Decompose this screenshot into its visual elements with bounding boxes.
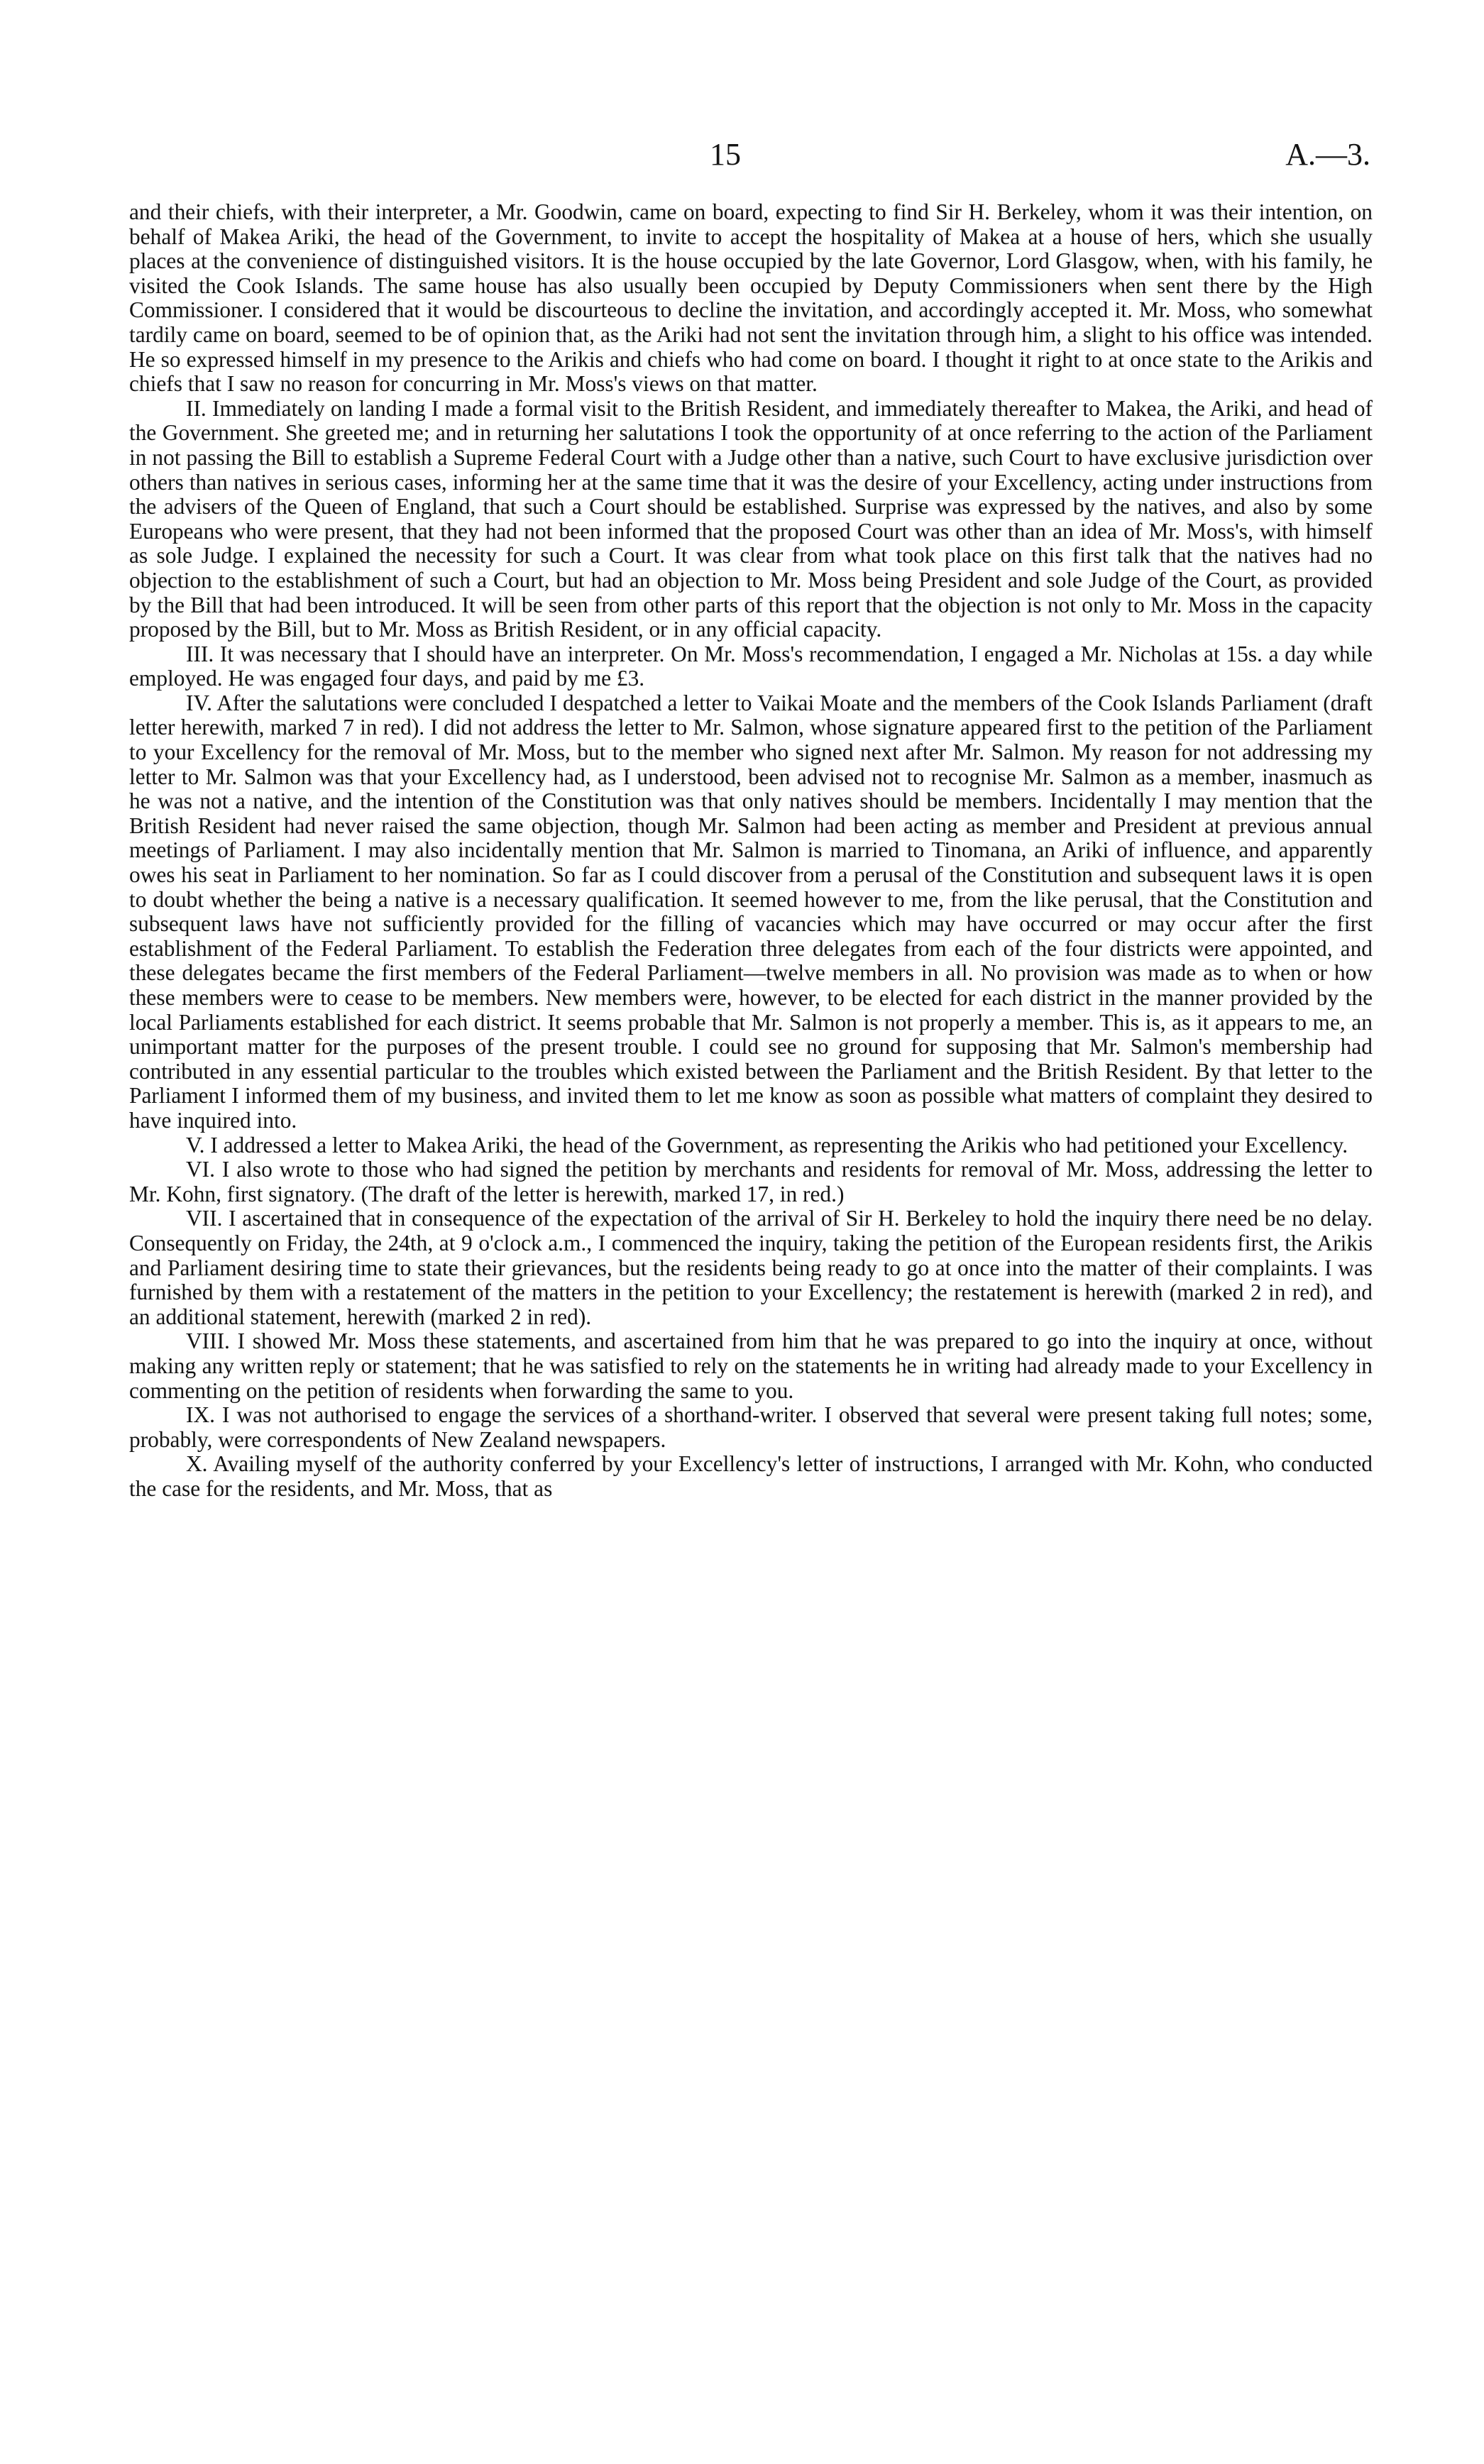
page-header bbox=[0, 133, 1484, 176]
paragraph-iii: III. It was necessary that I should have an interpreter. On Mr. Moss's recommendation, I engaged a Mr. Nicholas at 15s. a day while employed. He was engaged four days, and paid by me £3. bbox=[129, 641, 1373, 691]
paragraph-vi: VI. I also wrote to those who had signed the petition by merchants and residents for removal of Mr. Moss, addressing the letter to Mr. Kohn, first signatory. (The draft of the letter is herewith, marked 17, in red.) bbox=[129, 1157, 1373, 1206]
paragraph-continuation: and their chiefs, with their interpreter, a Mr. Goodwin, came on board, expecting to find Sir H. Berkeley, whom it was their intention, on behalf of Makea Ariki, the head of the Government, to invite to accept the hospitality of Makea at a house of hers, which she usually places at the convenience of distinguished visitors. It is the house occupied by the late Governor, Lord Glasgow, when, with his family, he visited the Cook Islands. The same house has also usually been occupied by Deputy Commissioners when sent there by the High Commissioner. I considered that it would be discourteous to decline the invitation, and accordingly accepted it. Mr. Moss, who somewhat tardily came on board, seemed to be of opinion that, as the Ariki had not sent the invitation through him, a slight to his office was intended. He so expressed himself in my presence to the Arikis and chiefs who had come on board. I thought it right to at once state to the Arikis and chiefs that I saw no reason for concurring in Mr. Moss's views on that matter. bbox=[129, 199, 1373, 397]
paragraph-vii: VII. I ascertained that in consequence of the expectation of the arrival of Sir H. Berkeley to hold the inquiry there need be no delay. Consequently on Friday, the 24th, at 9 o'clock a.m., I commenced the inquiry, taking the petition of the European residents first, the Arikis and Parliament desiring time to state their grievances, but the residents being ready to go at once into the matter of their complaints. I was furnished by them with a restatement of the matters in the petition to your Excellency; the restatement is herewith (marked 2 in red), and an additional statement, herewith (marked 2 in red). bbox=[129, 1206, 1373, 1329]
paper-reference: A.—3. bbox=[1285, 137, 1370, 172]
paragraph-viii: VIII. I showed Mr. Moss these statements, and ascertained from him that he was prepared to go into the inquiry at once, without making any written reply or statement; that he was satisfied to rely on the statements he in writing had already made to your Excellency in commenting on the petition of residents when forwarding the same to you. bbox=[129, 1329, 1373, 1403]
paragraph-ix: IX. I was not authorised to engage the services of a shorthand-writer. I observed that several were present taking full notes; some, probably, were correspondents of New Zealand newspapers. bbox=[129, 1402, 1373, 1452]
paragraph-x: X. Availing myself of the authority conferred by your Excellency's letter of instructions, I arranged with Mr. Kohn, who conducted the case for the residents, and Mr. Moss, that as bbox=[129, 1451, 1373, 1501]
report-body bbox=[129, 200, 1373, 1501]
paragraph-v: V. I addressed a letter to Makea Ariki, the head of the Government, as representing the Arikis who had petitioned your Excellency. bbox=[186, 1132, 1348, 1157]
page-number: 15 bbox=[710, 137, 741, 172]
paragraph-iv: IV. After the salutations were concluded I despatched a letter to Vaikai Moate and the members of the Cook Islands Parliament (draft letter herewith, marked 7 in red). I did not address the letter to Mr. Salmon, whose signature appeared first to the petition of the Parliament to your Excellency for the removal of Mr. Moss, but to the member who signed next after Mr. Salmon. My reason for not addressing my letter to Mr. Salmon was that your Excellency had, as I understood, been advised not to recognise Mr. Salmon as a member, inasmuch as he was not a native, and the intention of the Constitution was that only natives should be members. Incidentally I may mention that the British Resident had never raised the same objection, though Mr. Salmon had been acting as member and President at previous annual meetings of Parliament. I may also incidentally mention that Mr. Salmon is married to Tinomana, an Ariki of influence, and apparently owes his seat in Parliament to her nomination. So far as I could discover from a perusal of the Constitution and subsequent laws it is open to doubt whether the being a native is a necessary qualification. It seemed however to me, from the like perusal, that the Constitution and subsequent laws have not sufficiently provided for the filling of vacancies which may have occurred or may occur after the first establishment of the Federal Parliament. To establish the Federation three delegates from each of the four districts were appointed, and these delegates became the first members of the Federal Parliament—twelve members in all. No provision was made as to when or how these members were to cease to be members. New members were, however, to be elected for each district in the manner provided by the local Parliaments established for each district. It seems probable that Mr. Salmon is not properly a member. This is, as it appears to me, an unimportant matter for the purposes of the present trouble. I could see no ground for supposing that Mr. Salmon's membership had contributed in any essential particular to the troubles which existed between the Parliament and the British Resident. By that letter to the Parliament I informed them of my business, and invited them to let me know as soon as possible what matters of complaint they desired to have inquired into. bbox=[129, 690, 1373, 1133]
paragraph-ii: II. Immediately on landing I made a formal visit to the British Resident, and immediately thereafter to Makea, the Ariki, and head of the Government. She greeted me; and in returning her salutations I took the opportunity of at once referring to the action of the Parliament in not passing the Bill to establish a Supreme Federal Court with a Judge other than a native, such Court to have exclusive jurisdiction over others than natives in serious cases, informing her at the same time that it was the desire of your Excellency, acting under instructions from the advisers of the Queen of England, that such a Court should be established. Surprise was expressed by the natives, and also by some Europeans who were present, that they had not been informed that the proposed Court was other than an idea of Mr. Moss's, with himself as sole Judge. I explained the necessity for such a Court. It was clear from what took place on this first talk that the natives had no objection to the establishment of such a Court, but had an objection to Mr. Moss being President and sole Judge of the Court, as provided by the Bill that had been introduced. It will be seen from other parts of this report that the objection is not only to Mr. Moss in the capacity proposed by the Bill, but to Mr. Moss as British Resident, or in any official capacity. bbox=[129, 395, 1373, 642]
